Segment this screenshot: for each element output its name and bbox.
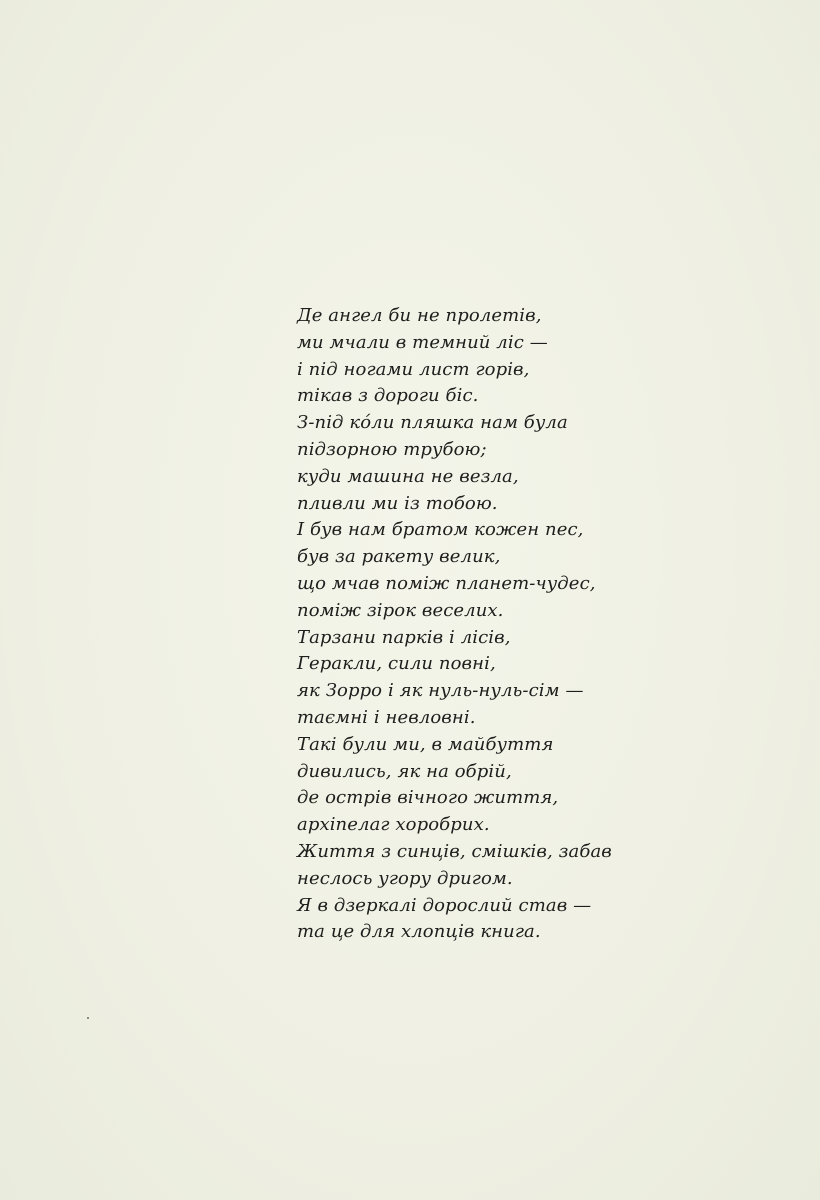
poem-line: тікав з дороги біс. bbox=[297, 385, 479, 407]
poem-line: поміж зірок веселих. bbox=[297, 599, 504, 621]
poem-line: пливли ми із тобою. bbox=[297, 492, 498, 514]
poem-line: З-під кóли пляшка нам була bbox=[297, 412, 568, 434]
poem-line: Я в дзеркалі дорослий став — bbox=[297, 894, 592, 916]
poem-line: І був нам братом кожен пес, bbox=[297, 519, 584, 541]
poem-line: таємні і невловні. bbox=[297, 706, 476, 728]
poem-line: ми мчали в темний ліс — bbox=[297, 331, 548, 353]
poem-line: Де ангел би не пролетів, bbox=[297, 305, 542, 326]
poem-line: дивились, як на обрій, bbox=[297, 760, 512, 782]
poem-line: Тарзани парків і лісів, bbox=[297, 626, 511, 648]
poem-line: де острів вічного життя, bbox=[297, 787, 559, 809]
poem-line: куди машина не везла, bbox=[297, 465, 519, 487]
poem-line: Геракли, сили повні, bbox=[297, 653, 496, 675]
poem-line: неслось угору дригом. bbox=[297, 867, 513, 889]
poem-line: підзорною трубою; bbox=[297, 438, 487, 460]
poem-line: був за ракету велик, bbox=[297, 546, 501, 568]
poem-line: як Зорро і як нуль-нуль-сім — bbox=[297, 680, 584, 702]
poem-line: та це для хлопців книга. bbox=[297, 921, 541, 943]
poem bbox=[297, 303, 717, 946]
poem-line: архіпелаг хоробрих. bbox=[297, 814, 490, 836]
poem-line: Такі були ми, в майбуття bbox=[297, 733, 554, 755]
paper-speck bbox=[87, 1017, 89, 1019]
poem-line: і під ногами лист горів, bbox=[297, 358, 530, 380]
poem-line: Життя з синців, смішків, забав bbox=[297, 840, 612, 862]
poem-line: що мчав поміж планет-чудес, bbox=[297, 572, 596, 594]
